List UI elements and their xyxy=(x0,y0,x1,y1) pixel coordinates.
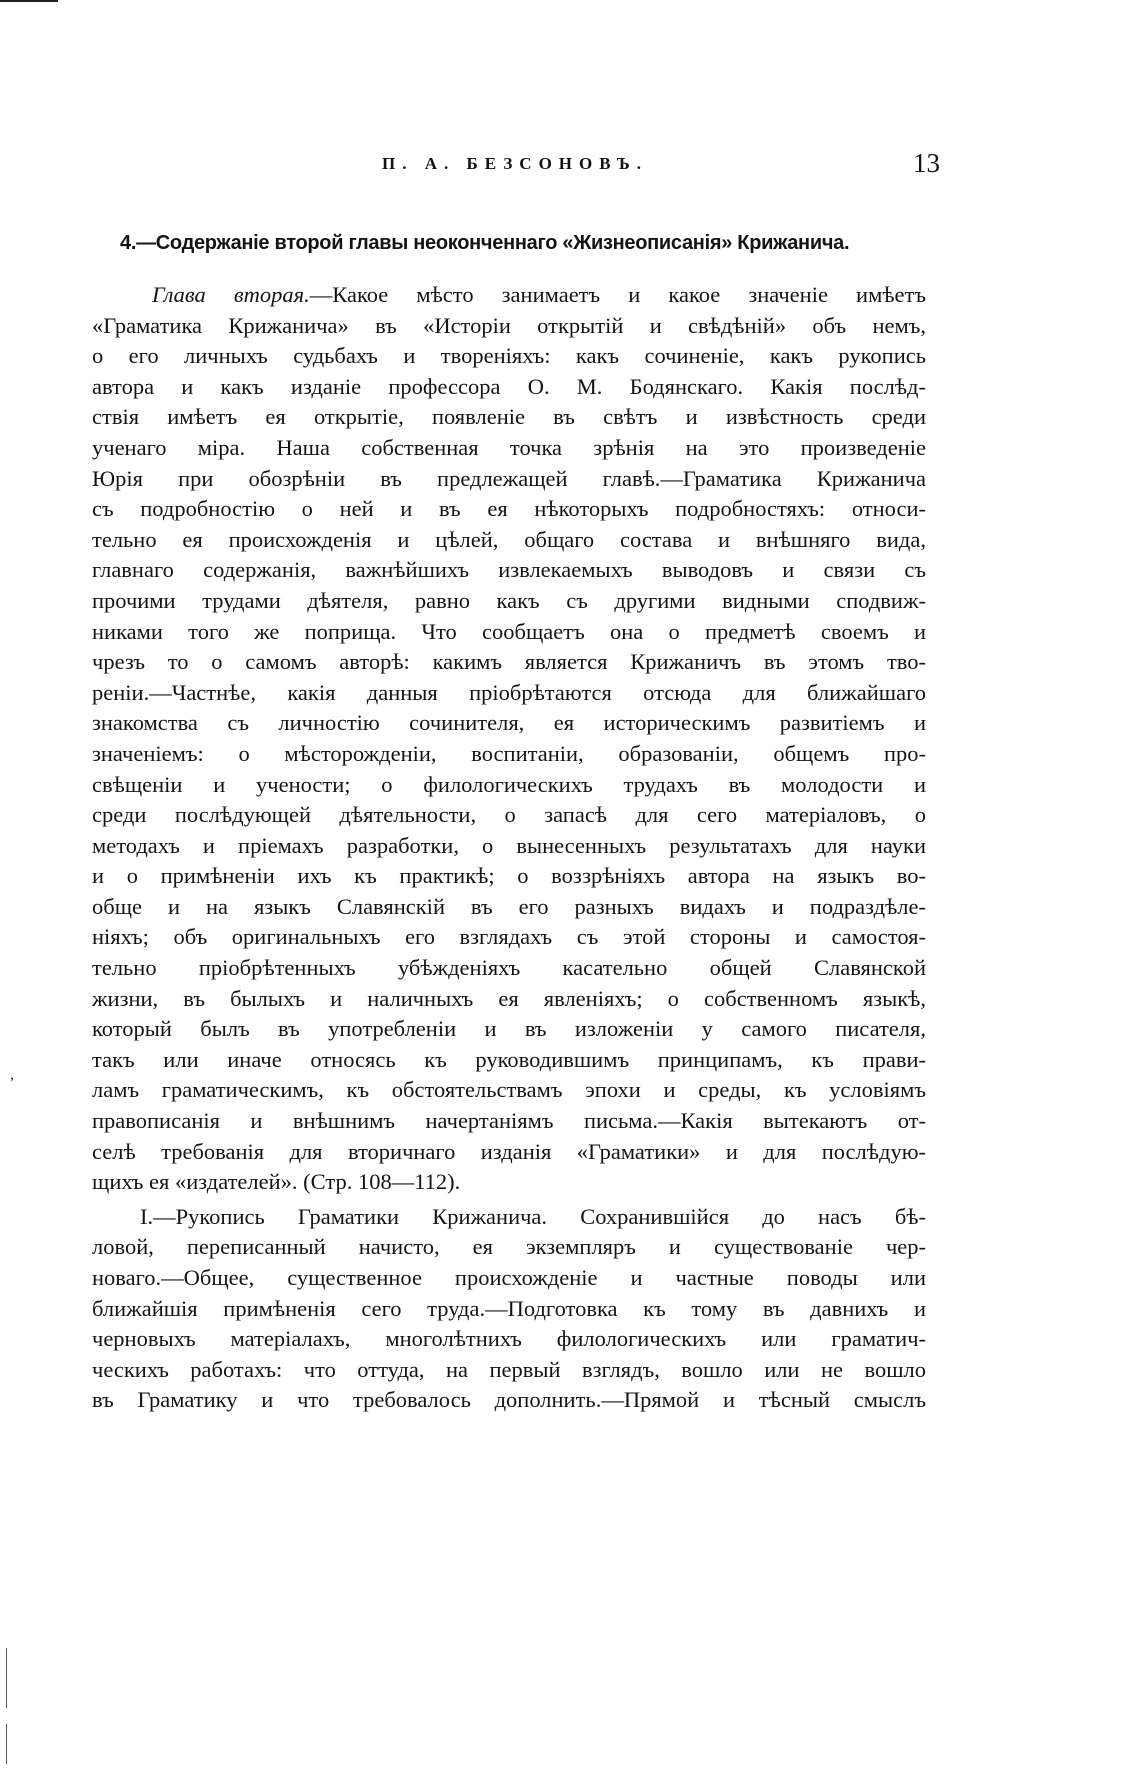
text-line: «Граматика Крижанича» въ «Исторіи открытій и свѣдѣній» объ немъ, xyxy=(92,312,926,338)
text-line: ближайшія примѣненія сего труда.—Подготовка къ тому въ давнихъ и xyxy=(92,1295,926,1321)
text-line: который былъ въ употребленіи и въ изложеніи у самого писателя, xyxy=(92,1016,926,1042)
body-text xyxy=(92,280,926,1416)
text-line: черновыхъ матеріалахъ, многолѣтнихъ филологическихъ или граматич- xyxy=(92,1326,926,1352)
text-line: чрезъ то о самомъ авторѣ: какимъ является Крижаничъ въ этомъ тво- xyxy=(92,649,926,675)
text-line: ческихъ работахъ: что оттуда, на первый взглядъ, вошло или не вошло xyxy=(92,1356,926,1382)
page-number: 13 xyxy=(913,148,940,178)
text-line-content: —Какое мѣсто занимаетъ и какое значеніе имѣетъ xyxy=(309,282,926,307)
text-line: никами того же поприща. Что сообщаетъ она о предметѣ своемъ и xyxy=(92,618,926,644)
text-line: I.—Рукопись Граматики Крижанича. Сохранившійся до насъ бѣ- xyxy=(140,1203,926,1229)
paragraph-lead: Глава вторая. xyxy=(152,282,310,307)
text-line: новаго.—Общее, существенное происхожденіе и частные поводы или xyxy=(92,1265,926,1290)
text-line: тельно ея происхожденія и цѣлей, общаго состава и внѣшняго вида, xyxy=(92,526,926,552)
text-line: Юрія при обозрѣніи въ предлежащей главѣ.—Граматика Крижанича xyxy=(92,465,926,491)
paragraph xyxy=(92,1202,926,1416)
text-line: свѣщеніи и учености; о филологическихъ трудахъ въ молодости и xyxy=(92,771,926,797)
text-line: значеніемъ: о мѣсторожденіи, воспитаніи, образованіи, общемъ про- xyxy=(92,740,926,766)
text-line: щихъ ея «издателей». (Стр. 108—112). xyxy=(92,1169,461,1195)
text-line: обще и на языкъ Славянскій въ его разныхъ видахъ и подраздѣле- xyxy=(92,893,926,919)
text-line: съ подробностію о ней и въ ея нѣкоторыхъ подробностяхъ: относи- xyxy=(92,496,926,522)
text-line: знакомства съ личностію сочинителя, ея историческимъ развитіемъ и xyxy=(92,710,926,736)
scan-edge-line xyxy=(0,0,58,2)
text-line: тельно пріобрѣтенныхъ убѣжденіяхъ касательно общей Славянской xyxy=(92,955,926,981)
text-line: жизни, въ былыхъ и наличныхъ ея явленіяхъ; о собственномъ языкѣ, xyxy=(92,985,926,1011)
text-line: въ Граматику и что требовалось дополнить.—Прямой и тѣсный смыслъ xyxy=(92,1387,926,1413)
scan-stray-mark: , xyxy=(10,1066,14,1083)
text-line: и о примѣненіи ихъ къ практикѣ; о воззрѣніяхъ автора на языкъ во- xyxy=(92,863,926,889)
page-header xyxy=(90,148,940,188)
paragraph xyxy=(92,280,926,1198)
text-line: ламъ граматическимъ, къ обстоятельствамъ эпохи и среды, къ условіямъ xyxy=(92,1077,926,1103)
text-line: ученаго міра. Наша собственная точка зрѣнія на это произведеніе xyxy=(92,434,926,460)
text-line: о его личныхъ судьбахъ и твореніяхъ: какъ сочиненіе, какъ рукопись xyxy=(92,343,926,369)
text-line: автора и какъ изданіе профессора О. М. Бодянскаго. Какія послѣд- xyxy=(92,373,926,399)
text-line: ніяхъ; объ оригинальныхъ его взглядахъ съ этой стороны и самостоя- xyxy=(92,924,926,950)
text-line: ловой, переписанный начисто, ея экземпляръ и существованіе чер- xyxy=(92,1234,926,1260)
text-line: главнаго содержанія, важнѣйшихъ извлекаемыхъ выводовъ и связи съ xyxy=(92,557,926,583)
text-line: прочими трудами дѣятеля, равно какъ съ другими видными сподвиж- xyxy=(92,587,926,613)
text-line: реніи.—Частнѣе, какія данныя пріобрѣтаются отсюда для ближайшаго xyxy=(92,679,926,705)
running-head: П. А. БЕЗСОНОВЪ. xyxy=(382,154,648,173)
scan-gutter-mark xyxy=(6,1648,7,1708)
text-line: такъ или иначе относясь къ руководившимъ принципамъ, къ прави- xyxy=(92,1046,926,1072)
text-line: ствія имѣетъ ея открытіе, появленіе въ свѣтъ и извѣстность среди xyxy=(92,404,926,430)
text-line: правописанія и внѣшнимъ начертаніямъ письма.—Какія вытекаютъ от- xyxy=(92,1108,926,1134)
text-line xyxy=(92,280,926,311)
text-line: методахъ и пріемахъ разработки, о вынесенныхъ результатахъ для науки xyxy=(92,832,926,858)
section-heading: 4.—Содержаніе второй главы неоконченнаго «Жизнеописанія» Крижанича. xyxy=(120,232,850,254)
text-line: селѣ требованія для вторичнаго изданія «Граматики» и для послѣдую- xyxy=(92,1138,926,1164)
text-line: среди послѣдующей дѣятельности, о запасѣ для сего матеріаловъ, о xyxy=(92,802,926,828)
scan-gutter-mark xyxy=(6,1724,7,1764)
